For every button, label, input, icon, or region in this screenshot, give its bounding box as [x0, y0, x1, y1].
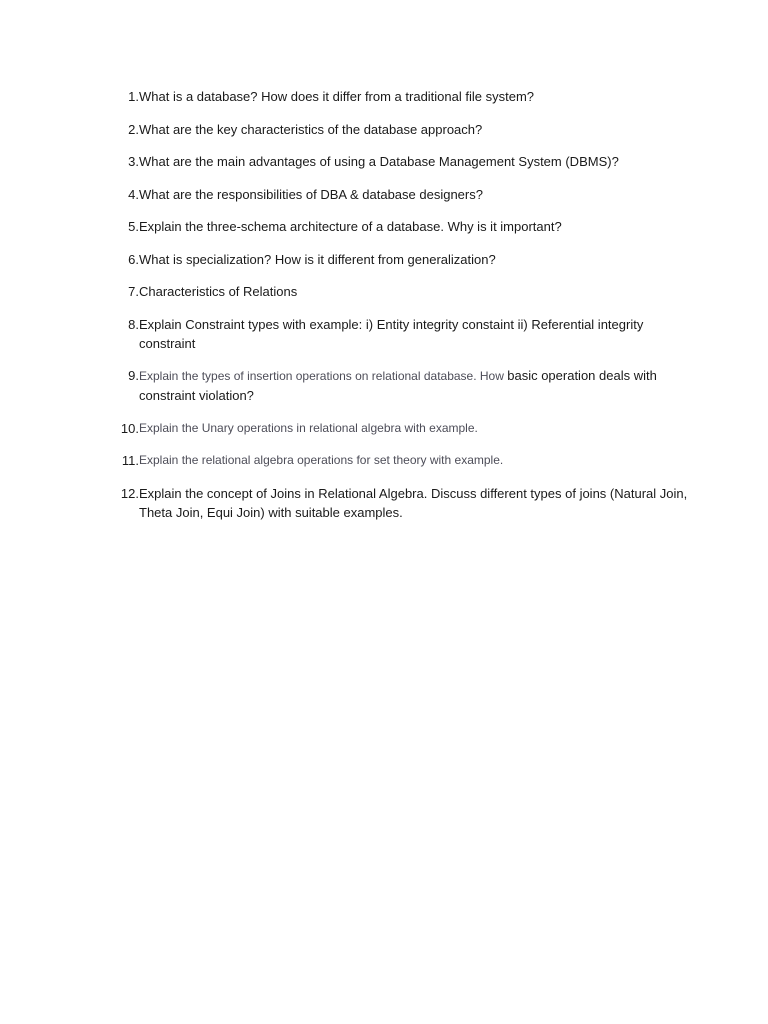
question-number: 3. — [128, 154, 139, 169]
question-item — [108, 282, 688, 301]
question-number: 7. — [128, 284, 139, 299]
question-text: What are the main advantages of using a Database Management System (DBMS)? — [139, 154, 619, 169]
question-item — [108, 185, 688, 204]
question-text — [139, 366, 688, 405]
question-item — [108, 315, 688, 353]
question-item — [108, 250, 688, 269]
question-text: What are the key characteristics of the database approach? — [139, 121, 483, 137]
question-item — [108, 120, 688, 139]
question-text: Explain the three-schema architecture of a database. Why is it important? — [139, 219, 562, 234]
question-number: 9. — [128, 368, 139, 383]
question-item — [108, 366, 688, 405]
question-number: 11. — [121, 453, 139, 468]
question-item — [108, 152, 688, 171]
question-text: Explain the Unary operations in relational algebra with example. — [139, 420, 478, 435]
question-number: 8. — [128, 316, 139, 332]
question-number: 6. — [128, 251, 139, 267]
question-text: Explain Constraint types with example: i) Entity integrity constaint ii) Referential integrity constraint — [139, 316, 644, 351]
question-text: Explain the relational algebra operations for set theory with example. — [139, 453, 504, 467]
question-number: 5. — [128, 219, 139, 234]
question-text: Characteristics of Relations — [139, 284, 298, 299]
question-item — [108, 217, 688, 236]
question-item — [108, 419, 688, 438]
question-text-part: basic operation deals with constraint violation? — [139, 368, 657, 403]
question-text: Explain the concept of Joins in Relational Algebra. Discuss different types of joins (Natural Join, Theta Join, Equi Join) with suitable examples. — [139, 485, 688, 520]
question-text-part: Explain the types of insertion operations on relational database. How — [139, 369, 508, 383]
question-text: What is specialization? How is it different from generalization? — [139, 251, 496, 267]
question-item — [108, 451, 688, 470]
question-text: What are the responsibilities of DBA & database designers? — [139, 186, 483, 202]
question-list — [108, 87, 688, 535]
question-item — [108, 484, 688, 522]
question-number: 10. — [120, 420, 139, 436]
question-number: 4. — [128, 186, 139, 202]
question-number: 12. — [120, 485, 139, 501]
question-text: What is a database? How does it differ from a traditional file system? — [139, 89, 535, 104]
question-number: 2. — [128, 121, 139, 137]
question-number: 1. — [128, 89, 139, 104]
question-item — [108, 87, 688, 106]
